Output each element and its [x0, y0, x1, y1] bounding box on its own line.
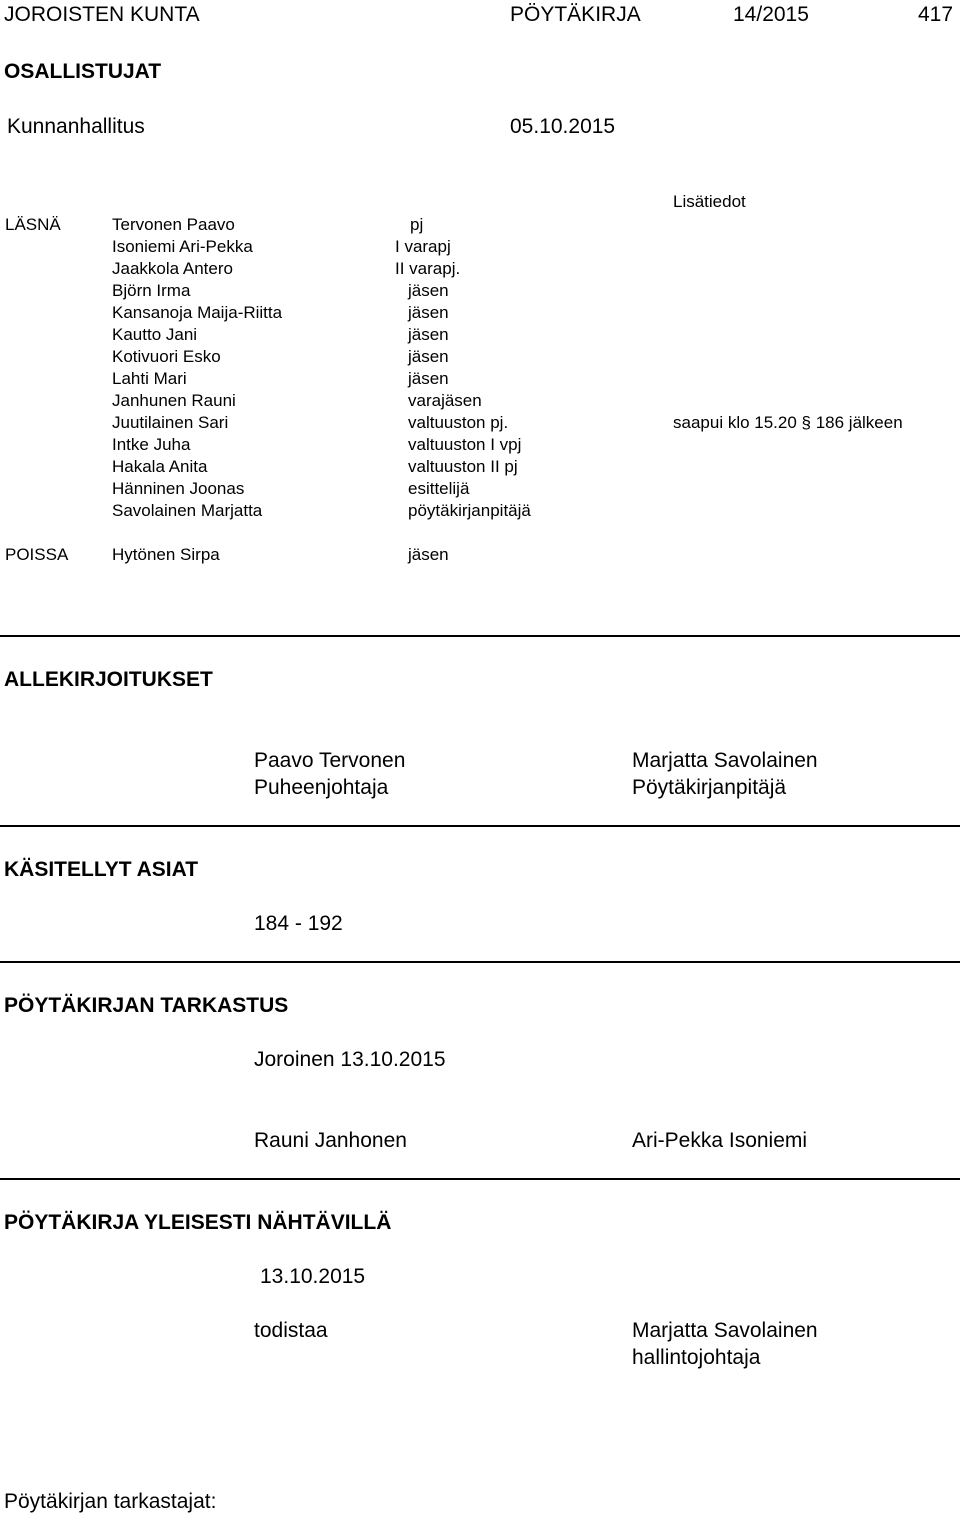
member-name: Hänninen Joonas — [112, 479, 245, 498]
handled-items-title: KÄSITELLYT ASIAT — [4, 858, 199, 881]
member-role: varajäsen — [408, 391, 482, 410]
present-row — [0, 370, 960, 392]
member-name: Kautto Jani — [112, 325, 198, 344]
present-row — [0, 392, 960, 414]
present-row — [0, 282, 960, 304]
member-name: Kotivuori Esko — [112, 347, 221, 366]
secretary-name: Marjatta Savolainen — [632, 749, 818, 772]
member-name: Hakala Anita — [112, 457, 208, 476]
meeting-body: Kunnanhallitus — [7, 115, 145, 138]
present-row — [0, 436, 960, 458]
member-name: Lahti Mari — [112, 369, 187, 388]
document-type: PÖYTÄKIRJA — [510, 3, 641, 26]
member-name: Janhunen Rauni — [112, 391, 236, 410]
member-name: Tervonen Paavo — [112, 215, 235, 234]
official-name: Marjatta Savolainen — [632, 1319, 818, 1342]
absent-role: jäsen — [408, 545, 449, 564]
review-title: PÖYTÄKIRJAN TARKASTUS — [4, 994, 289, 1017]
member-name: Jaakkola Antero — [112, 259, 233, 278]
member-note: saapui klo 15.20 § 186 jälkeen — [673, 413, 903, 432]
secretary-title: Pöytäkirjanpitäjä — [632, 776, 787, 799]
present-row — [0, 216, 960, 238]
meeting-date: 05.10.2015 — [510, 115, 616, 138]
present-row — [0, 326, 960, 348]
present-row — [0, 260, 960, 282]
official-title: hallintojohtaja — [632, 1346, 761, 1369]
present-row — [0, 414, 960, 436]
present-row — [0, 480, 960, 502]
member-role: esittelijä — [408, 479, 470, 498]
member-name: Juutilainen Sari — [112, 413, 229, 432]
footer-label: Pöytäkirjan tarkastajat: — [4, 1490, 217, 1513]
document-number: 14/2015 — [733, 3, 809, 26]
member-role: I varapj — [395, 237, 451, 256]
divider — [0, 635, 960, 637]
member-name: Intke Juha — [112, 435, 191, 454]
public-display-date: 13.10.2015 — [260, 1265, 366, 1288]
member-role: jäsen — [408, 325, 449, 344]
present-row — [0, 238, 960, 260]
divider — [0, 961, 960, 963]
municipality-name: JOROISTEN KUNTA — [4, 3, 200, 26]
present-row — [0, 502, 960, 524]
member-role: II varapj. — [395, 259, 461, 278]
signatures-title: ALLEKIRJOITUKSET — [4, 668, 213, 691]
absent-name: Hytönen Sirpa — [112, 545, 220, 564]
handled-items-range: 184 - 192 — [254, 912, 343, 935]
additional-info-header: Lisätiedot — [673, 192, 746, 211]
present-row — [0, 458, 960, 480]
member-role: jäsen — [408, 281, 449, 300]
divider — [0, 1178, 960, 1180]
participants-title: OSALLISTUJAT — [4, 60, 162, 83]
present-label: LÄSNÄ — [5, 215, 61, 234]
attest-text: todistaa — [254, 1319, 328, 1342]
member-role: jäsen — [408, 303, 449, 322]
divider — [0, 825, 960, 827]
member-name: Savolainen Marjatta — [112, 501, 263, 520]
member-role: jäsen — [408, 347, 449, 366]
review-place-date: Joroinen 13.10.2015 — [254, 1048, 446, 1071]
member-name: Kansanoja Maija-Riitta — [112, 303, 283, 322]
member-role: pöytäkirjanpitäjä — [408, 501, 531, 520]
member-name: Björn Irma — [112, 281, 191, 300]
member-role: valtuuston pj. — [408, 413, 509, 432]
member-role: jäsen — [408, 369, 449, 388]
reviewer-2-name: Ari-Pekka Isoniemi — [632, 1129, 808, 1152]
reviewer-1-name: Rauni Janhonen — [254, 1129, 407, 1152]
member-role: valtuuston II pj — [408, 457, 518, 476]
member-role: pj — [410, 215, 424, 234]
chair-name: Paavo Tervonen — [254, 749, 406, 772]
page-number: 417 — [918, 3, 954, 26]
chair-title: Puheenjohtaja — [254, 776, 389, 799]
absent-label: POISSA — [5, 545, 69, 564]
present-row — [0, 304, 960, 326]
present-row — [0, 348, 960, 370]
public-display-title: PÖYTÄKIRJA YLEISESTI NÄHTÄVILLÄ — [4, 1211, 392, 1234]
member-role: valtuuston I vpj — [408, 435, 522, 454]
member-name: Isoniemi Ari-Pekka — [112, 237, 253, 256]
